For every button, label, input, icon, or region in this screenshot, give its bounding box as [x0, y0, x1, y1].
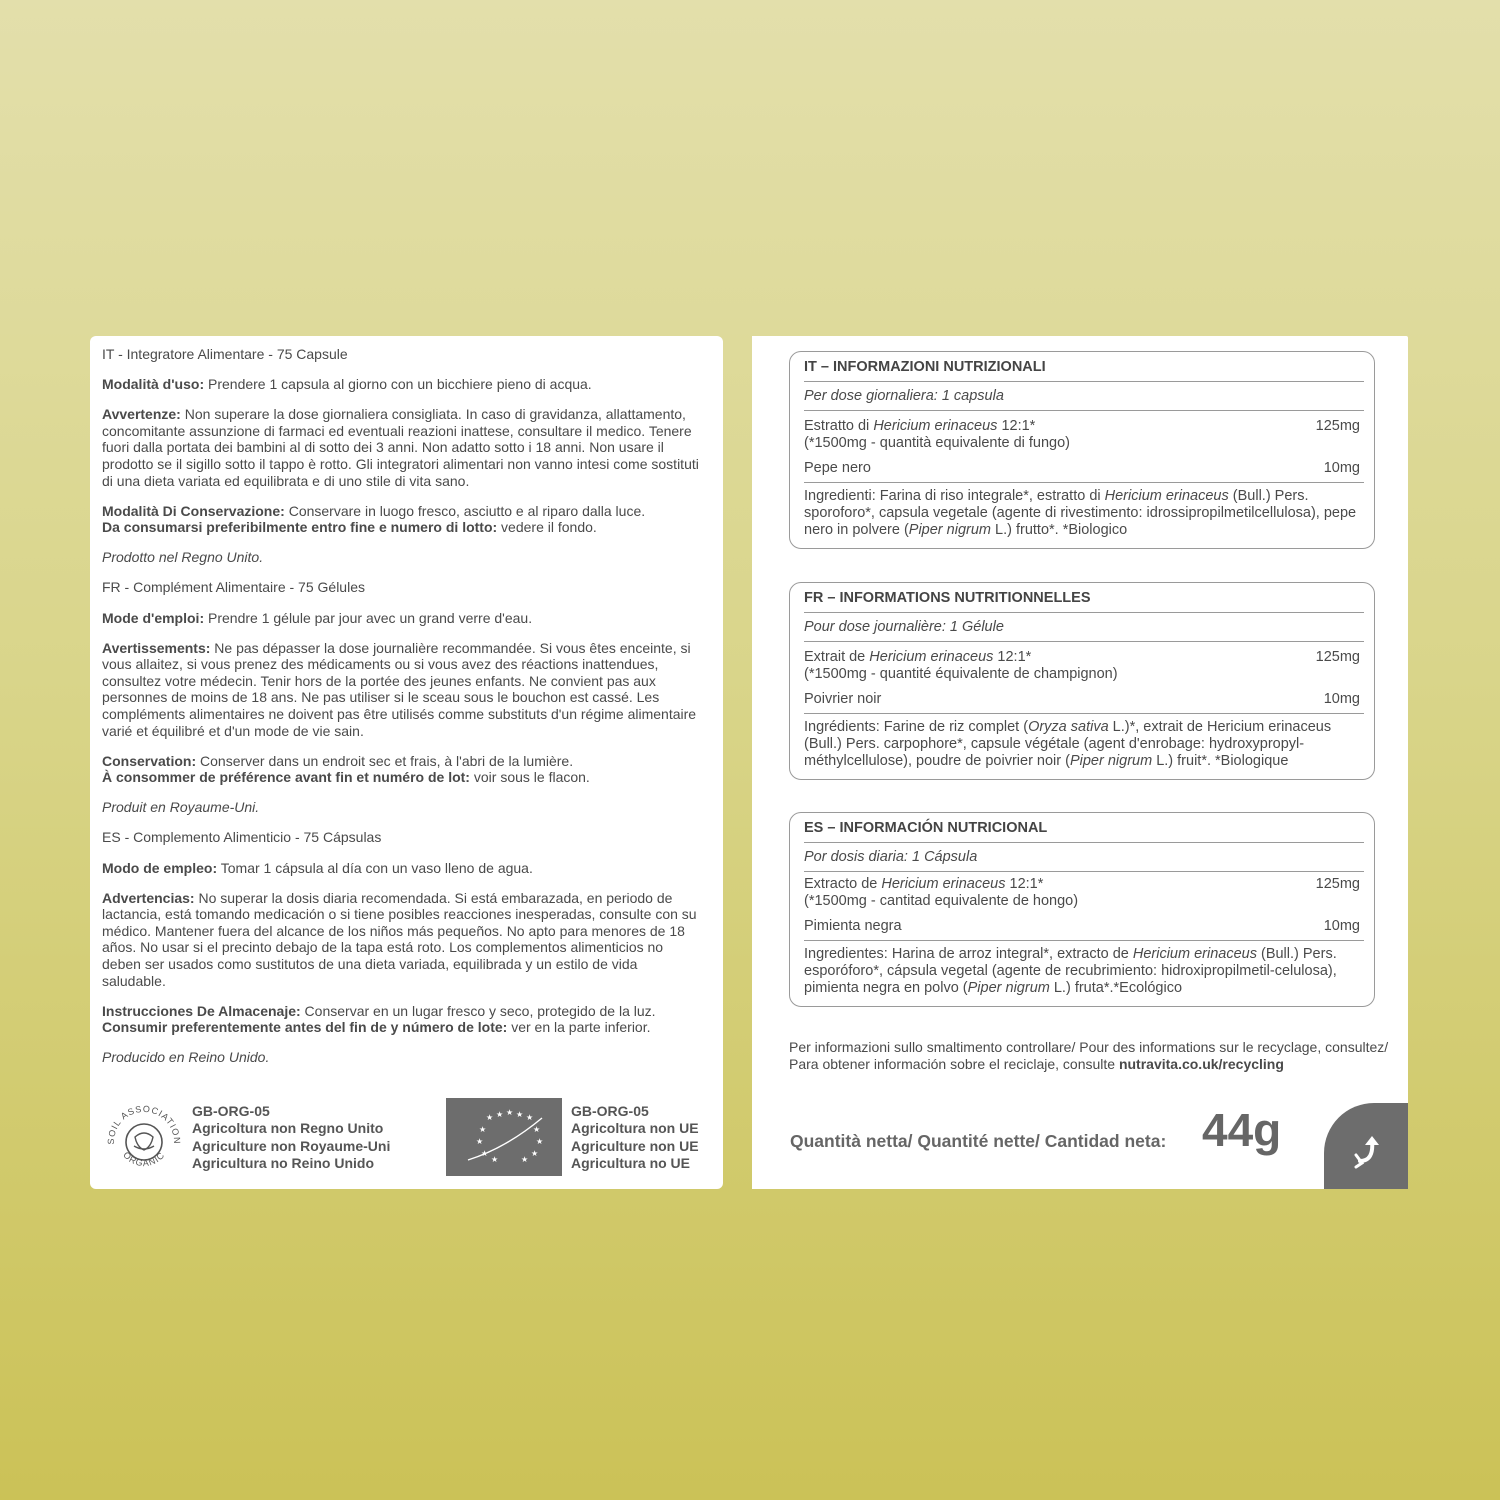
nutrition-table-fr [789, 582, 1375, 780]
es-origin: Producido en Reino Unido. [102, 1049, 270, 1066]
per-dose: Pour dose journalière: 1 Gélule [804, 619, 1004, 635]
fr-origin: Produit en Royaume-Uni. [102, 799, 260, 816]
fr-title: FR - Complément Alimentaire - 75 Gélules [102, 579, 365, 596]
svg-text:★: ★ [479, 1125, 487, 1134]
soil-association-logo-icon [104, 1100, 184, 1180]
svg-text:★: ★ [521, 1155, 529, 1164]
svg-text:★: ★ [536, 1137, 544, 1146]
corner-badge [1324, 1103, 1408, 1189]
soil-association-cert [104, 1098, 424, 1188]
svg-text:★: ★ [491, 1155, 499, 1164]
svg-text:SOIL ASSOCIATION: SOIL ASSOCIATION [105, 1103, 183, 1145]
svg-text:★: ★ [533, 1125, 541, 1134]
eu-organic-cert [446, 1098, 716, 1188]
per-dose: Por dosis diaria: 1 Cápsula [804, 849, 978, 865]
svg-text:★: ★ [496, 1110, 504, 1119]
right-nutrition-panel [752, 336, 1408, 1189]
it-warnings: Avvertenze: Non superare la dose giornaliera consigliata. In caso di gravidanza, allattamento, concomitante assunzione di farmaci ed eventuali reazioni inattese, consultare il medico. Tenere fuori dalla portata dei bambini al di sotto dei 3 anni. Non adatto sotto i 18 anni. Non usare il prodotto se il sigillo sotto il tappo è rotto. Gli integratori alimentari non vanno intesi come sostituti di una dieta variata ed equilibrata e di uno stile di vita sano. [102, 406, 699, 489]
svg-text:★: ★ [516, 1110, 524, 1119]
pepper-row: Pepe nero 10mg [804, 460, 1360, 476]
es-title: ES - Complemento Alimenticio - 75 Cápsulas [102, 829, 382, 846]
left-label-panel [90, 336, 723, 1189]
it-title: IT - Integratore Alimentare - 75 Capsule [102, 346, 348, 362]
nutrition-table-es [789, 812, 1375, 1007]
pepper-row: Pimienta negra 10mg [804, 918, 1360, 934]
eu-cert-text: GB-ORG-05 Agricoltura non UE Agriculture non UE Agricultura no UE [571, 1103, 699, 1171]
net-quantity-label: Quantità netta/ Quantité nette/ Cantidad neta: [790, 1131, 1167, 1151]
svg-text:★: ★ [506, 1108, 514, 1117]
ingredients: Ingredientes: Harina de arroz integral*, extracto de Hericium erinaceus (Bull.) Pers. esporóforo*, cápsula vegetal (agente de recubrimiento: hidroxipropilmetil-celulosa), pimienta negra en polvo (Piper nigrum L.) fruta*.*Ecológico [804, 946, 1337, 996]
soil-cert-text: GB-ORG-05 Agricoltura non Regno Unito Agriculture non Royaume-Uni Agricultura no Reino Unido [192, 1103, 391, 1171]
svg-text:★: ★ [476, 1137, 484, 1146]
nutrition-table-it [789, 351, 1375, 549]
fr-warnings: Avertissements: Ne pas dépasser la dose journalière recommandée. Si vous êtes enceinte, si vous allaitez, si vous prenez des médicaments ou si vous avez des réactions inattendues, consultez votre médecin. Tenir hors de la portée des jeunes enfants. Ne convient pas aux personnes de moins de 18 ans. Ne pas utiliser si le sceau sous le bouchon est cassé. Les compléments alimentaires ne doivent pas être utilisés comme substituts d'un régime alimentaire varié et équilibré et d'un mode de vie sain. [102, 639, 697, 739]
it-storage: Modalità Di Conservazione: Conservare in luogo fresco, asciutto e al riparo dalla luce. Da consumarsi preferibilmente entro fine e numero di lotto: vedere il fondo. [102, 502, 646, 536]
svg-text:★: ★ [481, 1149, 489, 1158]
nutrition-header: FR – INFORMATIONS NUTRITIONNELLES [804, 590, 1091, 606]
svg-text:★: ★ [531, 1149, 539, 1158]
ingredients: Ingrédients: Farine de riz complet (Oryza sativa L.)*, extrait de Hericium erinaceus (Bull.) Pers. carpophore*, capsule végétale (agent d'enrobage: hydroxypropyl-méthylcellulose), poudre de poivrier noir (Piper nigrum L.) fruit*. *Biologique [804, 719, 1332, 769]
per-dose: Per dose giornaliera: 1 capsula [804, 388, 1004, 404]
nutrition-header: IT – INFORMAZIONI NUTRIZIONALI [804, 359, 1046, 375]
es-storage: Instrucciones De Almacenaje: Conservar en un lugar fresco y seco, protegido de la luz. Consumir preferentemente antes del fin de y número de lote: ver en la parte inferior. [102, 1002, 656, 1036]
svg-text:ORGANIC: ORGANIC [121, 1149, 167, 1169]
fr-usage: Mode d'emploi: Prendre 1 gélule par jour avec un grand verre d'eau. [102, 609, 533, 626]
pepper-row: Poivrier noir 10mg [804, 691, 1360, 707]
es-usage: Modo de empleo: Tomar 1 cápsula al día con un vaso lleno de agua. [102, 859, 533, 876]
extract-row: Estratto di Hericium erinaceus 12:1* 125mg (*1500mg - quantità equivalente di fungo) [804, 418, 1360, 451]
nutrition-header: ES – INFORMACIÓN NUTRICIONAL [804, 820, 1048, 836]
multilingual-label-text [102, 346, 702, 1080]
ingredients: Ingredienti: Farina di riso integrale*, estratto di Hericium erinaceus (Bull.) Pers. sporoforo*, capsula vegetale (agente di rivestimento: idrossipropilmetilcellulosa), pepe nero in polvere (Piper nigrum L.) frutto*. *Biologico [804, 488, 1357, 538]
recycling-link[interactable]: nutravita.co.uk/recycling [1118, 1056, 1284, 1072]
svg-text:★: ★ [486, 1113, 494, 1122]
rotate-arrow-icon [1348, 1131, 1388, 1171]
fr-storage: Conservation: Conserver dans un endroit sec et frais, à l'abri de la lumière. À consommer de préférence avant fin et numéro de lot: voir sous le flacon. [102, 752, 590, 786]
es-warnings: Advertencias: No superar la dosis diaria recomendada. Si está embarazada, en periodo de lactancia, está tomando medicación o si tiene posibles reacciones inesperadas, consulte con su médico. Mantener fuera del alcance de los niños más pequeños. No apto para menores de 18 años. No usar si el precinto debajo de la tapa está roto. Los complementos alimenticios no deben ser usados como sustitutos de una dieta variada, equilibrada y un estilo de vida saludable. [102, 889, 697, 989]
extract-row: Extrait de Hericium erinaceus 12:1* 125mg (*1500mg - quantité équivalente de champignon) [804, 649, 1360, 682]
it-origin: Prodotto nel Regno Unito. [102, 549, 264, 566]
it-usage: Modalità d'uso: Prendere 1 capsula al giorno con un bicchiere pieno di acqua. [102, 376, 592, 393]
extract-row: Extracto de Hericium erinaceus 12:1* 125mg (*1500mg - cantitad equivalente de hongo) [804, 876, 1360, 909]
recycling-info: Per informazioni sullo smaltimento controllare/ Pour des informations sur le recyclage, consultez/ Para obtener información sobre el reciclaje, consulte nutravita.co.uk/recycling [789, 1039, 1389, 1072]
eu-organic-leaf-icon [446, 1098, 562, 1176]
svg-text:★: ★ [526, 1113, 534, 1122]
net-quantity-value: 44g [1202, 1104, 1282, 1156]
